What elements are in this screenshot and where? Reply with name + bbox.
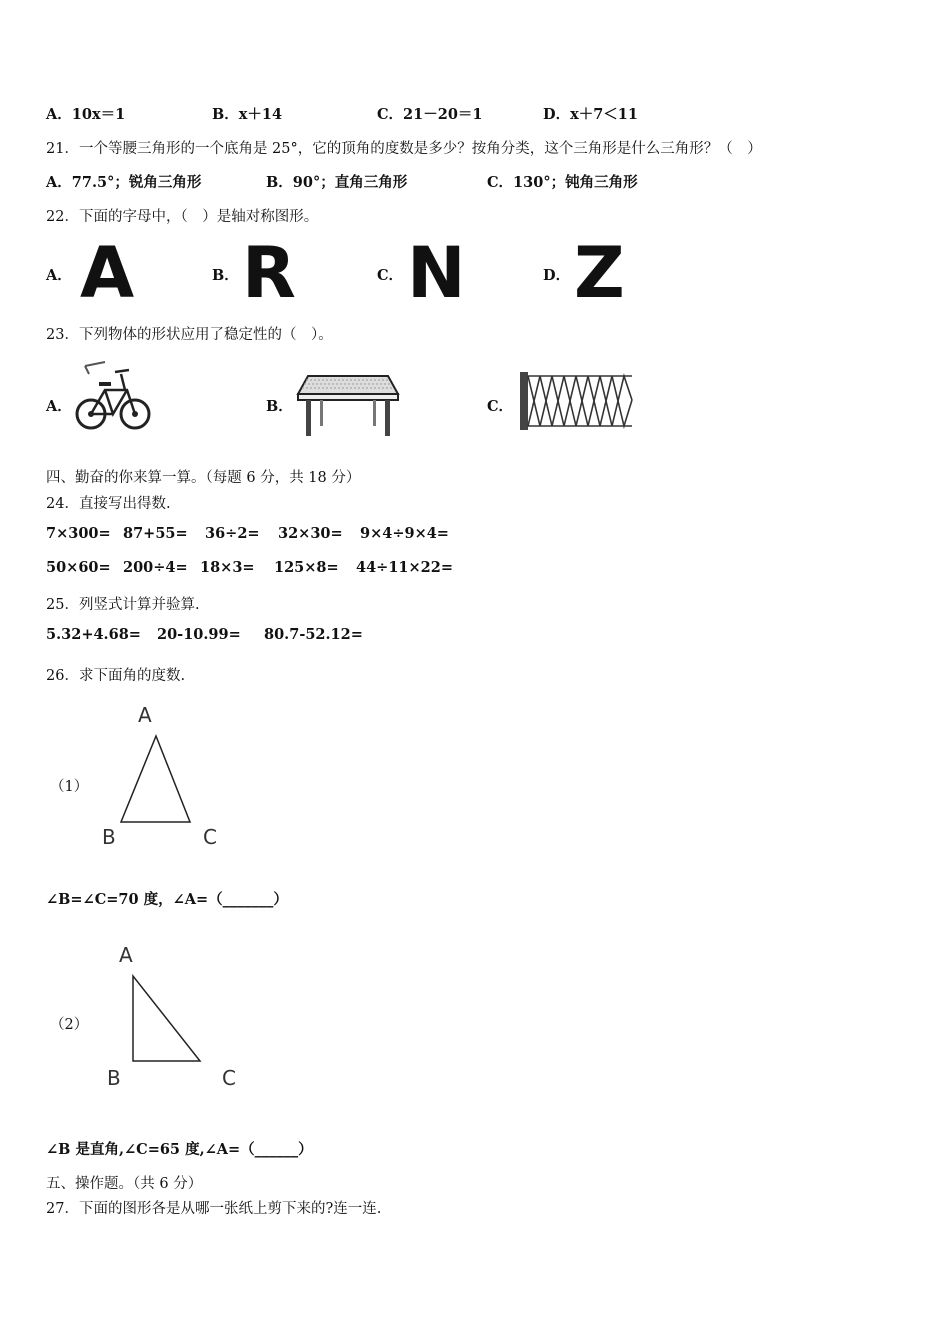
vertex-c-label: C <box>203 825 217 849</box>
q20-option-b: B．x＋14 <box>212 106 283 123</box>
q26-part1-text: ∠B=∠C=70 度，∠A=（_______） <box>46 891 288 908</box>
q27-stem: 27．下面的图形各是从哪一张纸上剪下来的?连一连. <box>46 1201 382 1217</box>
table-icon <box>296 372 400 438</box>
isosceles-triangle-figure <box>118 734 194 826</box>
q22-option-d-label: D． <box>543 267 571 284</box>
section-4-title: 四、勤奋的你来算一算。（每题 6 分，共 18 分） <box>46 470 361 486</box>
q22-stem: 22．下面的字母中，（ ）是轴对称图形。 <box>46 209 319 225</box>
q26-part1-label: （1） <box>50 779 89 795</box>
letter-n-figure: N <box>407 232 466 314</box>
vertex-b-label: B <box>102 825 116 849</box>
q24-item: 7×300= <box>46 525 111 542</box>
q26-part2-text: ∠B 是直角,∠C=65 度,∠A=（______） <box>46 1141 313 1158</box>
q25-item: 80.7-52.12= <box>264 626 363 643</box>
q23-option-a-label: A． <box>46 398 72 415</box>
q22-option-c-label: C． <box>377 267 404 284</box>
q23-stem: 23．下列物体的形状应用了稳定性的（ ）。 <box>46 327 333 343</box>
q21-option-a: A．77.5°；锐角三角形 <box>46 174 202 191</box>
letter-z-figure: Z <box>574 232 625 314</box>
expandable-gate-icon <box>518 370 636 432</box>
letter-r-figure: R <box>242 232 296 314</box>
q25-item: 20-10.99= <box>157 626 241 643</box>
q24-item: 87+55= <box>123 525 188 542</box>
vertex-a-label: A <box>138 703 152 727</box>
q24-item: 125×8= <box>274 559 339 576</box>
q21-option-b: B．90°；直角三角形 <box>266 174 408 191</box>
q24-item: 18×3= <box>200 559 255 576</box>
q20-option-c: C．21－20＝1 <box>377 106 483 123</box>
q24-item: 50×60= <box>46 559 111 576</box>
q25-stem: 25．列竖式计算并验算. <box>46 597 200 613</box>
q23-option-b-label: B． <box>266 398 293 415</box>
q26-stem: 26．求下面角的度数. <box>46 668 186 684</box>
q20-option-d: D．x＋7＜11 <box>543 106 638 123</box>
q24-stem: 24．直接写出得数. <box>46 496 171 512</box>
q24-item: 44÷11×22= <box>356 559 453 576</box>
vertex-a-label: A <box>119 943 133 967</box>
q24-item: 32×30= <box>278 525 343 542</box>
q24-item: 9×4÷9×4= <box>360 525 449 542</box>
q21-stem: 21．一个等腰三角形的一个底角是 25°，它的顶角的度数是多少？按角分类，这个三角形是什么三角形？（ ） <box>46 141 762 157</box>
q21-option-c: C．130°；钝角三角形 <box>487 174 638 191</box>
letter-a-figure: A <box>80 232 135 314</box>
vertex-c-label: C <box>222 1066 236 1090</box>
q23-option-c-label: C． <box>487 398 514 415</box>
q22-option-a-label: A． <box>46 267 72 284</box>
q24-item: 36÷2= <box>205 525 260 542</box>
bicycle-icon <box>75 356 150 436</box>
vertex-b-label: B <box>107 1066 121 1090</box>
q26-part2-label: （2） <box>50 1017 89 1033</box>
q20-option-a: A．10x＝1 <box>46 106 126 123</box>
q24-item: 200÷4= <box>123 559 188 576</box>
q22-option-b-label: B． <box>212 267 239 284</box>
q25-item: 5.32+4.68= <box>46 626 141 643</box>
section-5-title: 五、操作题。（共 6 分） <box>46 1176 203 1192</box>
right-triangle-figure <box>130 974 204 1064</box>
